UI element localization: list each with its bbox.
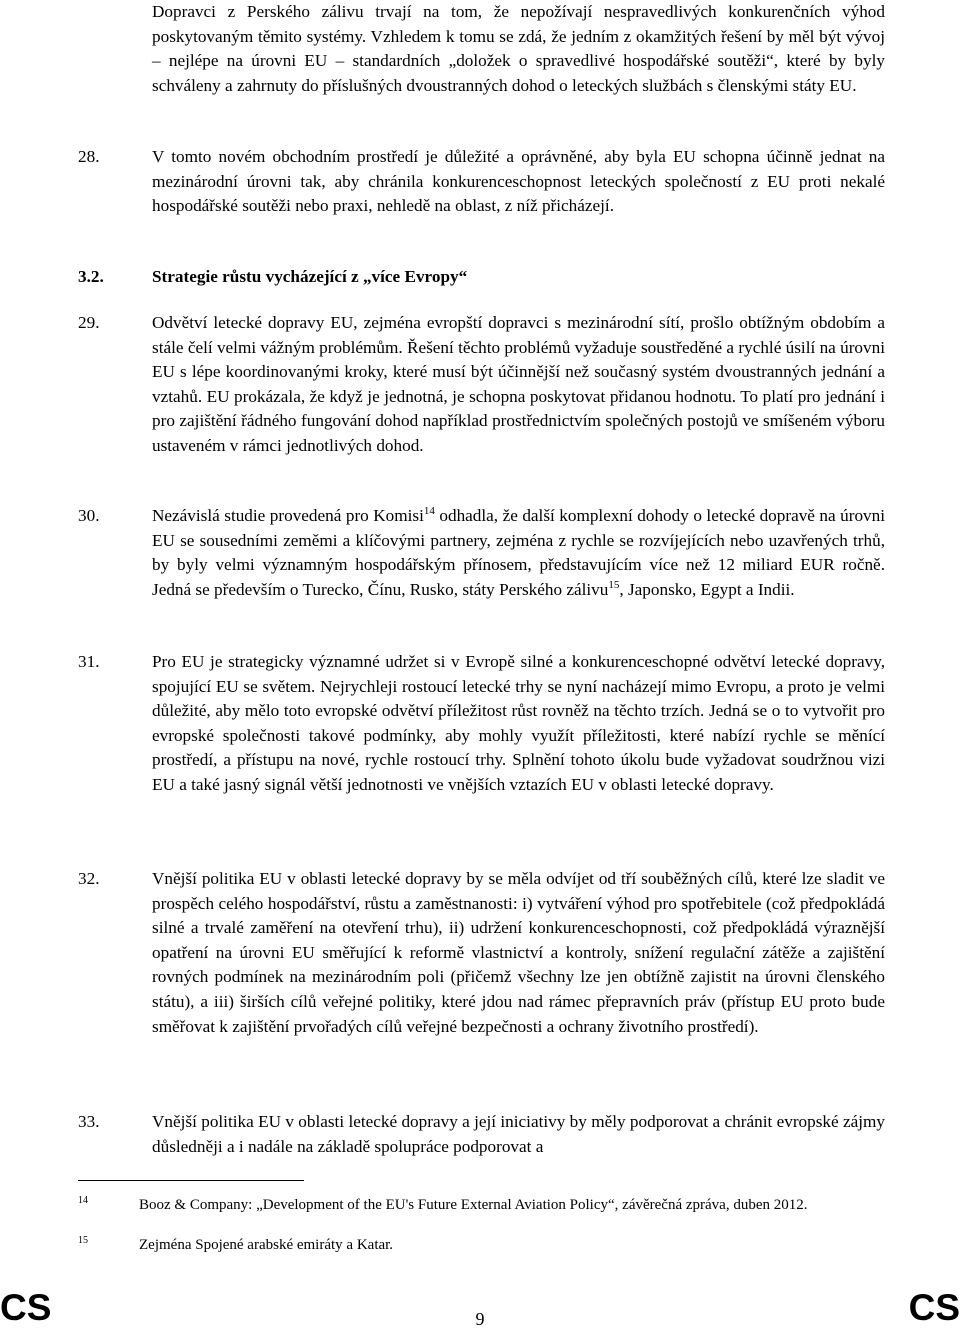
paragraph-text: Vnější politika EU v oblasti letecké dopravy by se měla odvíjet od tří souběžných cílů, které lze sladit ve prospěch celého hospodářství, růstu a zaměstnanosti: i) vytváření výhod pro spotřebitele (což předpokládá silné a trvalé zaměření na otevření trhu), ii) udržení konkurenceschopnosti, což předpokládá výraznější opatření na úrovni EU směřující k reformě vlastnictví a kontroly, snížení regulační zátěže a zajištění rovných podmínek na mezinárodním poli (přičemž všechny lze jen obtížně zajistit na úrovni členského státu), a iii) širších cílů veřejné politiky, které jdou nad rámec přepravních práv (přístup EU proto bude směřovat k zajištění prvořadých cílů veřejné bezpečnosti a ochrany životního prostředí). xyxy=(152,869,885,1036)
paragraph-text: V tomto novém obchodním prostředí je důležité a oprávněné, aby byla EU schopna účinně jednat na mezinárodní úrovni tak, aby chránila konkurenceschopnost leteckých společností z EU proti nekalé hospodářské soutěži nebo praxi, nehledě na oblast, z níž přicházejí. xyxy=(152,147,885,216)
language-code-left: CS xyxy=(0,1287,52,1328)
footnote-mark: 14 xyxy=(78,1195,88,1206)
footnote-separator xyxy=(78,1180,304,1181)
paragraph-33 xyxy=(78,1110,885,1159)
paragraph-31 xyxy=(78,650,885,798)
paragraph-number: 30. xyxy=(78,506,100,525)
paragraph-text-part: Nezávislá studie provedená pro Komisi xyxy=(152,506,424,525)
paragraph-text: Vnější politika EU v oblasti letecké dopravy a její iniciativy by měly podporovat a chránit evropské zájmy důsledněji a i nadále na základě spolupráce podporovat a xyxy=(152,1112,885,1156)
paragraph-number: 33. xyxy=(78,1112,100,1131)
footnote-reference: 14 xyxy=(423,505,435,517)
paragraph-text: Odvětví letecké dopravy EU, zejména evropští dopravci s mezinárodní sítí, prošlo obtížným obdobím a stále čelí velmi vážným problémům. Řešení těchto problémů vyžaduje soustředěné a rychlé úsilí na úrovni EU s lépe koordinovanými kroky, které musí být účinnější než současný systém dvoustranných jednání a vztahů. EU prokázala, že když je jednotná, je schopna poskytovat přidanou hodnotu. To platí pro jednání i pro zajištění řádného fungování dohod například prostřednictvím společných postojů ve smíšeném výboru ustaveném v rámci jednotlivých dohod. xyxy=(152,313,885,455)
language-code-right: CS xyxy=(908,1287,960,1328)
paragraph-number: 29. xyxy=(78,313,100,332)
paragraph-number: 32. xyxy=(78,869,100,888)
footnote-15 xyxy=(78,1236,885,1255)
paragraph-32 xyxy=(78,867,885,1039)
intro-paragraph xyxy=(152,0,885,98)
page-number: 9 xyxy=(475,1309,485,1329)
section-number: 3.2. xyxy=(78,267,104,286)
paragraph-30 xyxy=(78,504,885,602)
paragraph-text: Pro EU je strategicky významné udržet si v Evropě silné a konkurenceschopné odvětví letecké dopravy, spojující EU se světem. Nejrychleji rostoucí letecké trhy se nyní nacházejí mimo Evropu, a proto je velmi důležité, aby mělo toto evropské odvětví příležitost růst rovněž na těchto trzích. Jedná se o to vytvořit pro evropské společnosti takové podmínky, aby mohly využít příležitosti, které nabízí rychle se měnící prostředí, a přístupu na nové, rychle rostoucí trhy. Splnění tohoto úkolu bude vyžadovat soudržnou vizi EU a také jasný signál větší jednotnosti ve vnějších vztazích EU v oblasti letecké dopravy. xyxy=(152,652,885,794)
paragraph-number: 28. xyxy=(78,147,100,166)
intro-text: Dopravci z Perského zálivu trvají na tom, že nepožívají nespravedlivých konkurenčních výhod poskytovaným těmito systémy. Vzhledem k tomu se zdá, že jedním z okamžitých řešení by měl být vývoj – nejlépe na úrovni EU – standardních „doložek o spravedlivé hospodářské soutěži“, které by byly schváleny a zahrnuty do příslušných dvoustranných dohod o leteckých službách s členskými státy EU. xyxy=(152,2,885,95)
section-heading xyxy=(78,265,885,290)
footnote-14 xyxy=(78,1196,885,1215)
section-title: Strategie růstu vycházející z „více Evropy“ xyxy=(152,267,468,286)
paragraph-number: 31. xyxy=(78,652,100,671)
paragraph-29 xyxy=(78,311,885,459)
footnote-mark: 15 xyxy=(78,1235,88,1246)
footnote-text: Zejména Spojené arabské emiráty a Katar. xyxy=(139,1237,394,1253)
paragraph-text-part: , Japonsko, Egypt a Indii. xyxy=(619,579,795,599)
paragraph-28 xyxy=(78,145,885,219)
paragraph-text-part: odhadla, že další komplexní dohody o letecké dopravě na úrovni EU se sousedními zeměmi a klíčovými partnery, zejména z rychle se rozvíjejících nebo uzavřených trhů, by byly velmi významným hospodářským přínosem, představujícím více než 12 miliard EUR ročně. Jedná se především o Turecko, Čínu, Rusko, státy Perského zálivu xyxy=(152,506,885,599)
footnote-reference: 15 xyxy=(608,578,620,591)
footnote-text: Booz & Company: „Development of the EU's Future External Aviation Policy“, závěrečná zpráva, duben 2012. xyxy=(139,1197,808,1213)
paragraph-text xyxy=(152,504,885,602)
